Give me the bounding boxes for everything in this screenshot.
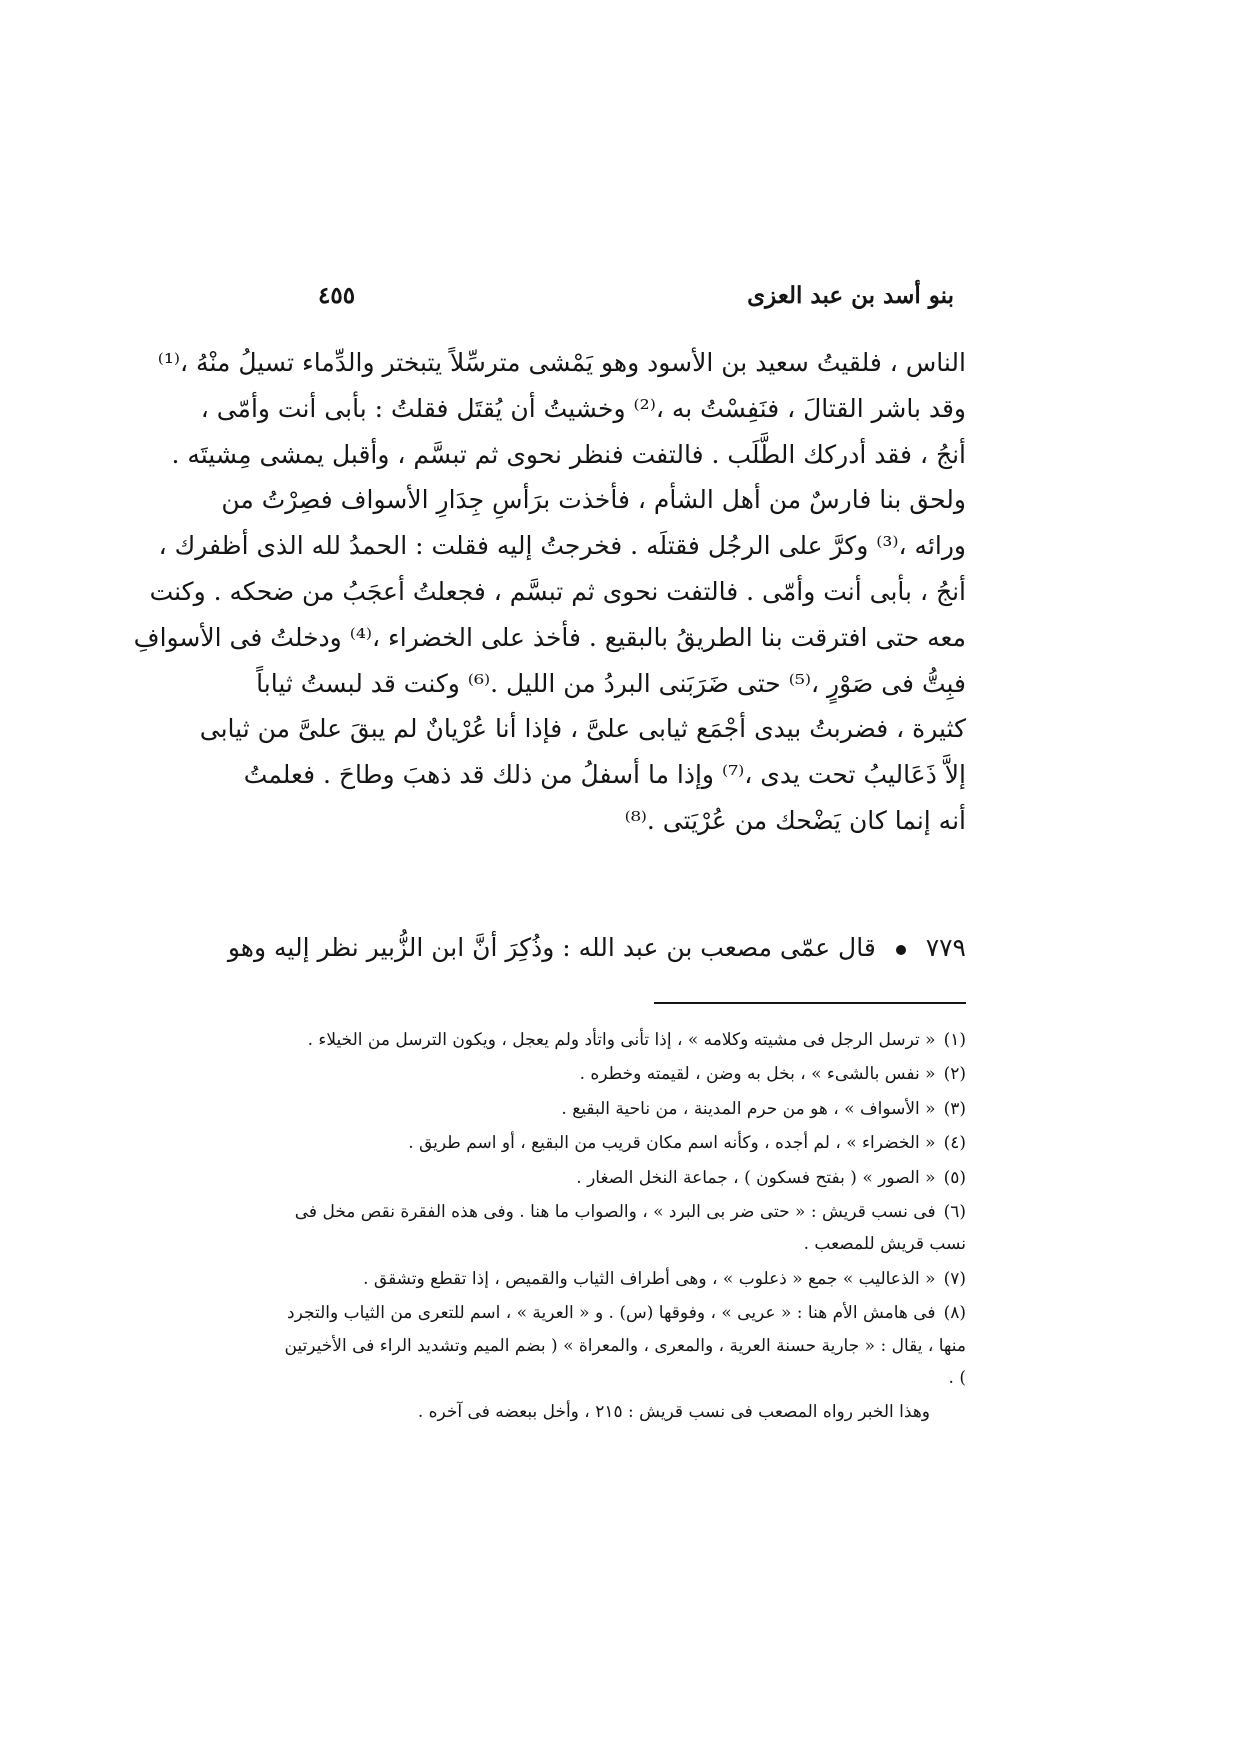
footnote xyxy=(278,1093,966,1125)
footnote-text: « نفس بالشىء » ، بخل به وضن ، لقيمته وخطره . xyxy=(579,1064,936,1085)
text-line: أنجُ ، فقد أدركك الطَّلَب . فالتفت فنظر نحوى ثم تبسَّم ، وأقبل يمشى مِشيتَه . xyxy=(171,439,966,469)
text-line: أنجُ ، بأبى أنت وأمّى . فالتفت نحوى ثم تبسَّم ، فجعلتُ أعجَبُ من ضحكه . وكنت xyxy=(149,576,966,606)
footnote-text: « ترسل الرجل فى مشيته وكلامه » ، إذا تأنى واتأد ولم يعجل ، ويكون الترسل من الخيلاء . xyxy=(307,1030,936,1050)
text-line: أنه إنما كان يَضْحك من عُرْيَتى .⁽⁸⁾ xyxy=(624,805,966,835)
footnote-text: فى هامش الأم هنا : « عريى » ، وفوقها (س) . و « العرية » ، اسم للتعرى من الثياب والتجرد منها ، يقال : « جارية حسنة العرية ، والمعرى ، والمعراة » ( بضم الميم وتشديد الراء فى الأخيرتين ) . xyxy=(284,1303,966,1389)
text-line: الناس ، فلقيتُ سعيد بن الأسود وهو يَمْشى مترسِّلاً يتبختر والدِّماء تسيلُ منْهُ ،⁽¹⁾ xyxy=(157,348,966,377)
footnote-number: (٧) xyxy=(943,1268,966,1289)
footnote-text: وهذا الخبر رواه المصعب فى نسب قريش : ٢١٥ ، وأخل ببعضه فى آخره . xyxy=(417,1402,930,1423)
footnote xyxy=(278,1263,966,1295)
footnote-number: (٦) xyxy=(943,1202,966,1223)
footnote xyxy=(278,1024,966,1056)
footnote-text: فى نسب قريش : « حتى ضر بى البرد » ، والصواب ما هنا . وفى هذه الفقرة نقص مخل فى نسب قريش للمصعب . xyxy=(294,1202,966,1255)
footnote-text: « الصور » ( بفتح فسكون ) ، جماعة النخل الصغار . xyxy=(576,1167,936,1188)
footnote-number: (٤) xyxy=(943,1133,966,1154)
footnote xyxy=(278,1297,966,1394)
footnote-divider xyxy=(654,1002,966,1004)
footnote xyxy=(278,1162,966,1194)
footnote-text: « الأسواف » ، هو من حرم المدينة ، من ناحية البقيع . xyxy=(561,1098,936,1119)
entry-number: ٧٧٩ xyxy=(925,933,966,962)
text-line: ورائه ،⁽³⁾ وكرَّ على الرجُل فقتلَه . فخرجتُ إليه فقلت : الحمدُ لله الذى أظفرك ، xyxy=(158,531,966,561)
text-line: كثيرة ، فضربتُ بيدى أجْمَع ثيابى علىَّ ، فإذا أنا عُرْيانٌ لم يبقَ علىَّ من ثيابى xyxy=(199,714,966,744)
text-line: ولحق بنا فارسٌ من أهل الشأم ، فأخذت برَأسِ جِدَارِ الأسواف فصِرْتُ من xyxy=(221,485,966,515)
footnote-text: « الخضراء » ، لم أجده ، وكأنه اسم مكان قريب من البقيع ، أو اسم طريق . xyxy=(408,1133,936,1154)
footnote-number: (٨) xyxy=(943,1303,966,1324)
text-line: وقد باشر القتالَ ، فنَفِسْتُ به ،⁽²⁾ وخشيتُ أن يُقتَل فقلتُ : بأبى أنت وأمّى ، xyxy=(200,393,966,423)
text-line: فبِتُّ فى صَوْرٍ ،⁽⁵⁾ حتى ضَرَبَنى البردُ من الليل .⁽⁶⁾ وكنت قد لبستُ ثياباً xyxy=(256,668,966,698)
footnote-text: « الذعاليب » جمع « ذعلوب » ، وهى أطراف الثياب والقميص ، إذا تقطع وتشقق . xyxy=(363,1268,936,1289)
running-title: بنو أسد بن عبد العزى xyxy=(747,282,954,309)
footnote-source-note xyxy=(278,1396,966,1428)
footnote-number: (٣) xyxy=(943,1098,966,1119)
text-line: إلاَّ ذَعَاليبُ تحت يدى ،⁽⁷⁾ وإذا ما أسفلُ من ذلك قد ذهبَ وطاحَ . فعلمتُ xyxy=(243,760,966,790)
page-number: ٤٥٥ xyxy=(318,282,356,309)
footnote xyxy=(278,1127,966,1159)
text-line: معه حتى افترقت بنا الطريقُ بالبقيع . فأخذ على الخضراء ،⁽⁴⁾ ودخلتُ فى الأسوافِ xyxy=(133,622,966,652)
numbered-entry xyxy=(227,928,966,968)
footnotes xyxy=(278,1024,966,1431)
footnote-number: (١) xyxy=(943,1030,966,1050)
footnote-number: (٥) xyxy=(943,1167,966,1188)
entry-text: قال عمّى مصعب بن عبد الله : وذُكِرَ أنَّ ابن الزُّبير نظر إليه وهو xyxy=(227,933,876,962)
footnote-number: (٢) xyxy=(943,1064,966,1085)
footnote xyxy=(278,1196,966,1261)
entry-bullet-icon xyxy=(896,945,906,955)
main-text-block xyxy=(133,340,966,844)
footnote xyxy=(278,1058,966,1090)
page-header xyxy=(318,282,954,322)
